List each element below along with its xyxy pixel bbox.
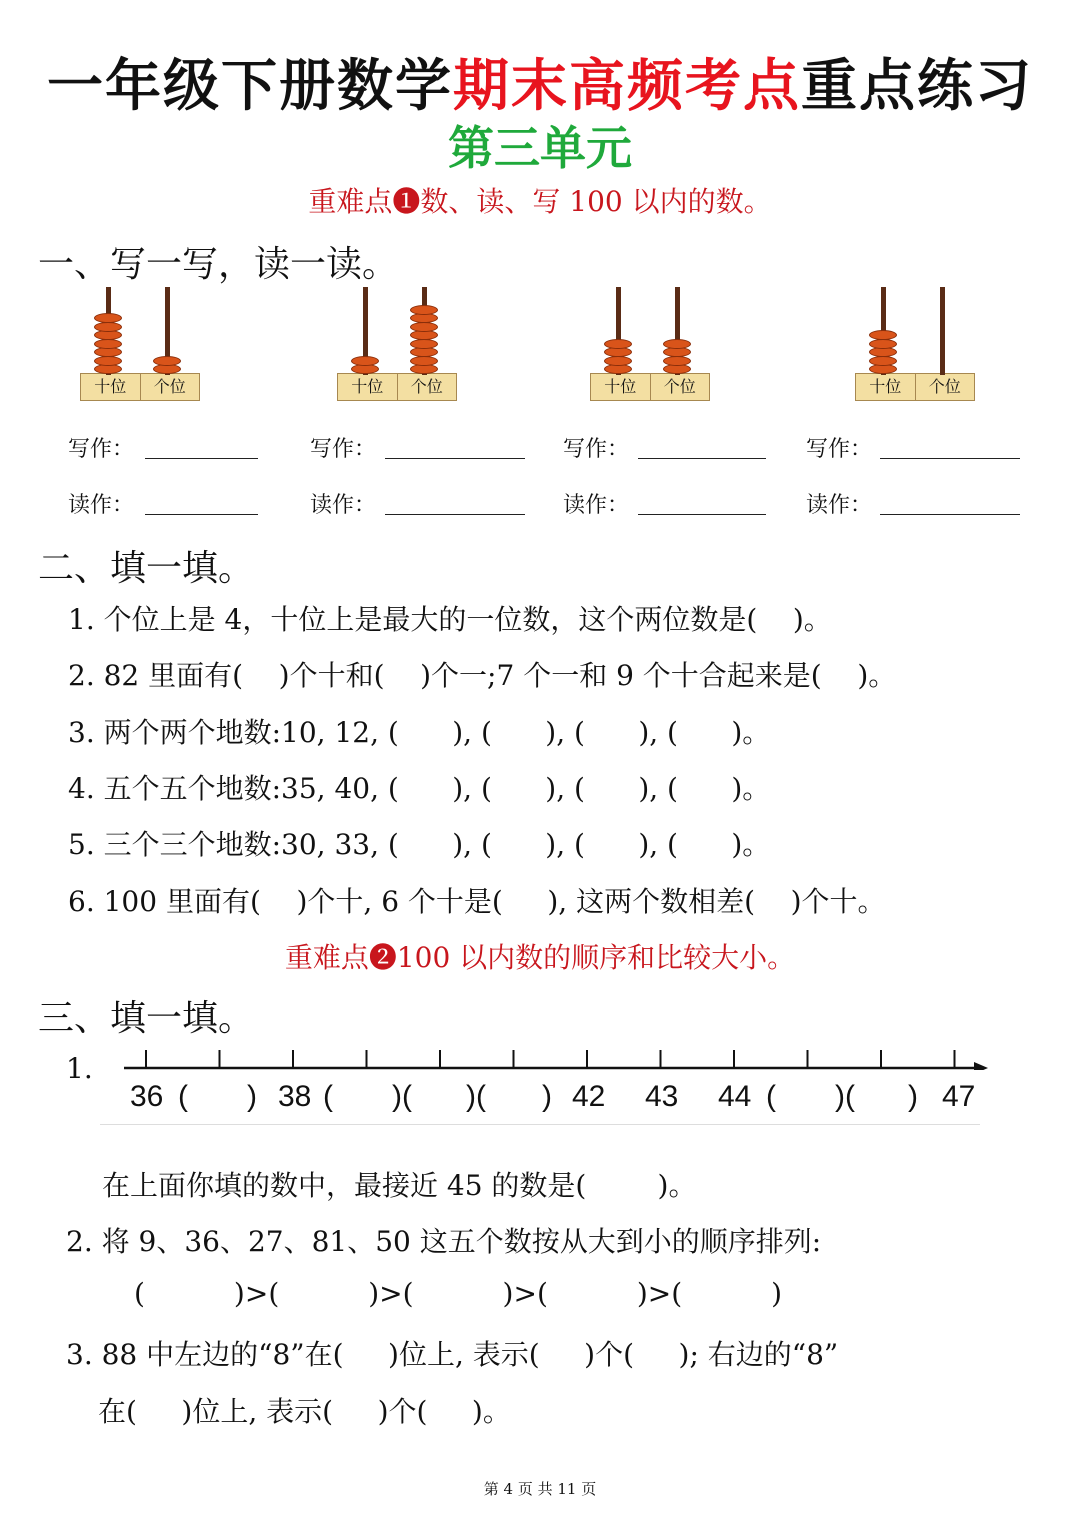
- question-3-2: 2. 将 9、36、27、81、50 这五个数按从大到小的顺序排列:: [66, 1225, 822, 1258]
- abacus-base: [855, 373, 975, 401]
- keypoint-1: 重难点❶数、读、写 100 以内的数。: [308, 185, 772, 218]
- tens-label: 十位: [351, 377, 384, 396]
- tens-bead: [351, 356, 379, 366]
- keypoint-2: 重难点❷100 以内数的顺序和比较大小。: [284, 941, 796, 974]
- ones-bead: [410, 347, 438, 357]
- tens-bead: [869, 364, 897, 374]
- question-3-3-line1: 3. 88 中左边的“8”在( )位上, 表示( )个( ); 右边的“8”: [66, 1338, 839, 1371]
- write-answer-line-2[interactable]: [385, 458, 525, 459]
- title-highlight: 期末高频考点: [453, 54, 801, 119]
- title-part1: 一年级下册数学: [47, 54, 453, 119]
- write-label-3: 写作：: [563, 437, 630, 462]
- number-line-label: 36: [130, 1080, 164, 1113]
- abacus-2: [337, 286, 457, 401]
- write-answer-line-1[interactable]: [145, 458, 258, 459]
- unit-title: 第三单元: [448, 121, 632, 175]
- number-line-label: (: [178, 1080, 188, 1113]
- tens-bead: [869, 339, 897, 349]
- tens-bead: [94, 330, 122, 340]
- title-part3: 重点练习: [801, 54, 1033, 119]
- ones-bead: [663, 356, 691, 366]
- ones-bead: [410, 364, 438, 374]
- number-line-label: ): [908, 1080, 918, 1113]
- tens-label: 十位: [869, 377, 902, 396]
- number-line-label: 44: [718, 1080, 752, 1113]
- question-3-1-followup: 在上面你填的数中，最接近 45 的数是( )。: [102, 1169, 697, 1202]
- read-answer-line-1[interactable]: [145, 514, 258, 515]
- abacus-3: [590, 286, 710, 401]
- ones-bead: [410, 330, 438, 340]
- section3-heading: 三、填一填。: [38, 998, 255, 1039]
- read-label-3: 读作：: [563, 493, 630, 518]
- number-line-arrow: [974, 1062, 988, 1070]
- ones-bead: [663, 364, 691, 374]
- question-3-1-number: 1.: [66, 1052, 93, 1085]
- number-line-label: 47: [942, 1080, 976, 1113]
- tens-bead: [604, 347, 632, 357]
- ones-bead: [153, 364, 181, 374]
- tens-bead: [94, 313, 122, 323]
- read-answer-line-3[interactable]: [638, 514, 766, 515]
- number-line-label: ): [247, 1080, 257, 1113]
- tens-bead: [94, 339, 122, 349]
- read-answer-line-2[interactable]: [385, 514, 525, 515]
- ones-label: 个位: [650, 374, 710, 400]
- ones-label: 个位: [140, 374, 200, 400]
- number-line-label: ): [542, 1080, 552, 1113]
- number-line-label: 38: [278, 1080, 312, 1113]
- tens-bead: [604, 356, 632, 366]
- abacus-4: [855, 286, 975, 401]
- question-2-5: 5. 三个三个地数:30, 33, ( ), ( ), ( ), ( )。: [68, 828, 771, 861]
- ones-bead: [663, 339, 691, 349]
- tens-bead: [94, 322, 122, 332]
- write-answer-line-3[interactable]: [638, 458, 766, 459]
- question-3-2-blanks: ( )>( )>( )>( )>( ): [134, 1277, 783, 1310]
- ones-rod: [940, 287, 945, 375]
- ones-bead: [410, 356, 438, 366]
- tens-bead: [94, 364, 122, 374]
- divider: [100, 1124, 980, 1125]
- write-answer-line-4[interactable]: [880, 458, 1020, 459]
- number-line-label: (: [766, 1080, 776, 1113]
- tens-bead: [94, 347, 122, 357]
- tens-label: 十位: [604, 377, 637, 396]
- tens-bead: [869, 330, 897, 340]
- tens-bead: [351, 364, 379, 374]
- page-footer: 第 4 页 共 11 页: [483, 1480, 597, 1498]
- section1-heading: 一、写一写，读一读。: [38, 244, 399, 285]
- tens-bead: [869, 356, 897, 366]
- ones-label: 个位: [915, 374, 975, 400]
- number-line-label: )(: [392, 1080, 412, 1113]
- ones-bead: [153, 356, 181, 366]
- page-title: [0, 42, 1080, 122]
- ones-bead: [410, 313, 438, 323]
- number-line-label: 43: [645, 1080, 679, 1113]
- number-line-label: (: [323, 1080, 333, 1113]
- ones-label: 个位: [397, 374, 457, 400]
- question-2-3: 3. 两个两个地数:10, 12, ( ), ( ), ( ), ( )。: [68, 716, 771, 749]
- number-line-label: )(: [835, 1080, 855, 1113]
- number-line-label: )(: [466, 1080, 486, 1113]
- number-line-label: 42: [572, 1080, 606, 1113]
- tens-bead: [604, 364, 632, 374]
- abacus-base: [80, 373, 200, 401]
- question-2-4: 4. 五个五个地数:35, 40, ( ), ( ), ( ), ( )。: [68, 772, 771, 805]
- read-answer-line-4[interactable]: [880, 514, 1020, 515]
- abacus-1: [80, 286, 200, 401]
- read-label-1: 读作：: [68, 493, 135, 518]
- read-label-4: 读作：: [806, 493, 873, 518]
- question-2-2: 2. 82 里面有( )个十和( )个一;7 个一和 9 个十合起来是( )。: [68, 659, 897, 692]
- question-2-1: 1. 个位上是 4，十位上是最大的一位数，这个两位数是( )。: [68, 603, 832, 636]
- question-3-3-line2: 在( )位上, 表示( )个( )。: [98, 1395, 511, 1428]
- ones-bead: [410, 305, 438, 315]
- tens-bead: [869, 347, 897, 357]
- tens-bead: [94, 356, 122, 366]
- write-label-2: 写作：: [310, 437, 377, 462]
- question-2-6: 6. 100 里面有( )个十, 6 个十是( ), 这两个数相差( )个十。: [68, 885, 886, 918]
- tens-bead: [604, 339, 632, 349]
- write-label-1: 写作：: [68, 437, 135, 462]
- write-label-4: 写作：: [806, 437, 873, 462]
- section2-heading: 二、填一填。: [38, 548, 255, 589]
- ones-bead: [410, 322, 438, 332]
- ones-bead: [663, 347, 691, 357]
- abacus-base: [590, 373, 710, 401]
- number-line: [120, 1040, 990, 1070]
- ones-bead: [410, 339, 438, 349]
- read-label-2: 读作：: [310, 493, 377, 518]
- tens-label: 十位: [94, 377, 127, 396]
- abacus-base: [337, 373, 457, 401]
